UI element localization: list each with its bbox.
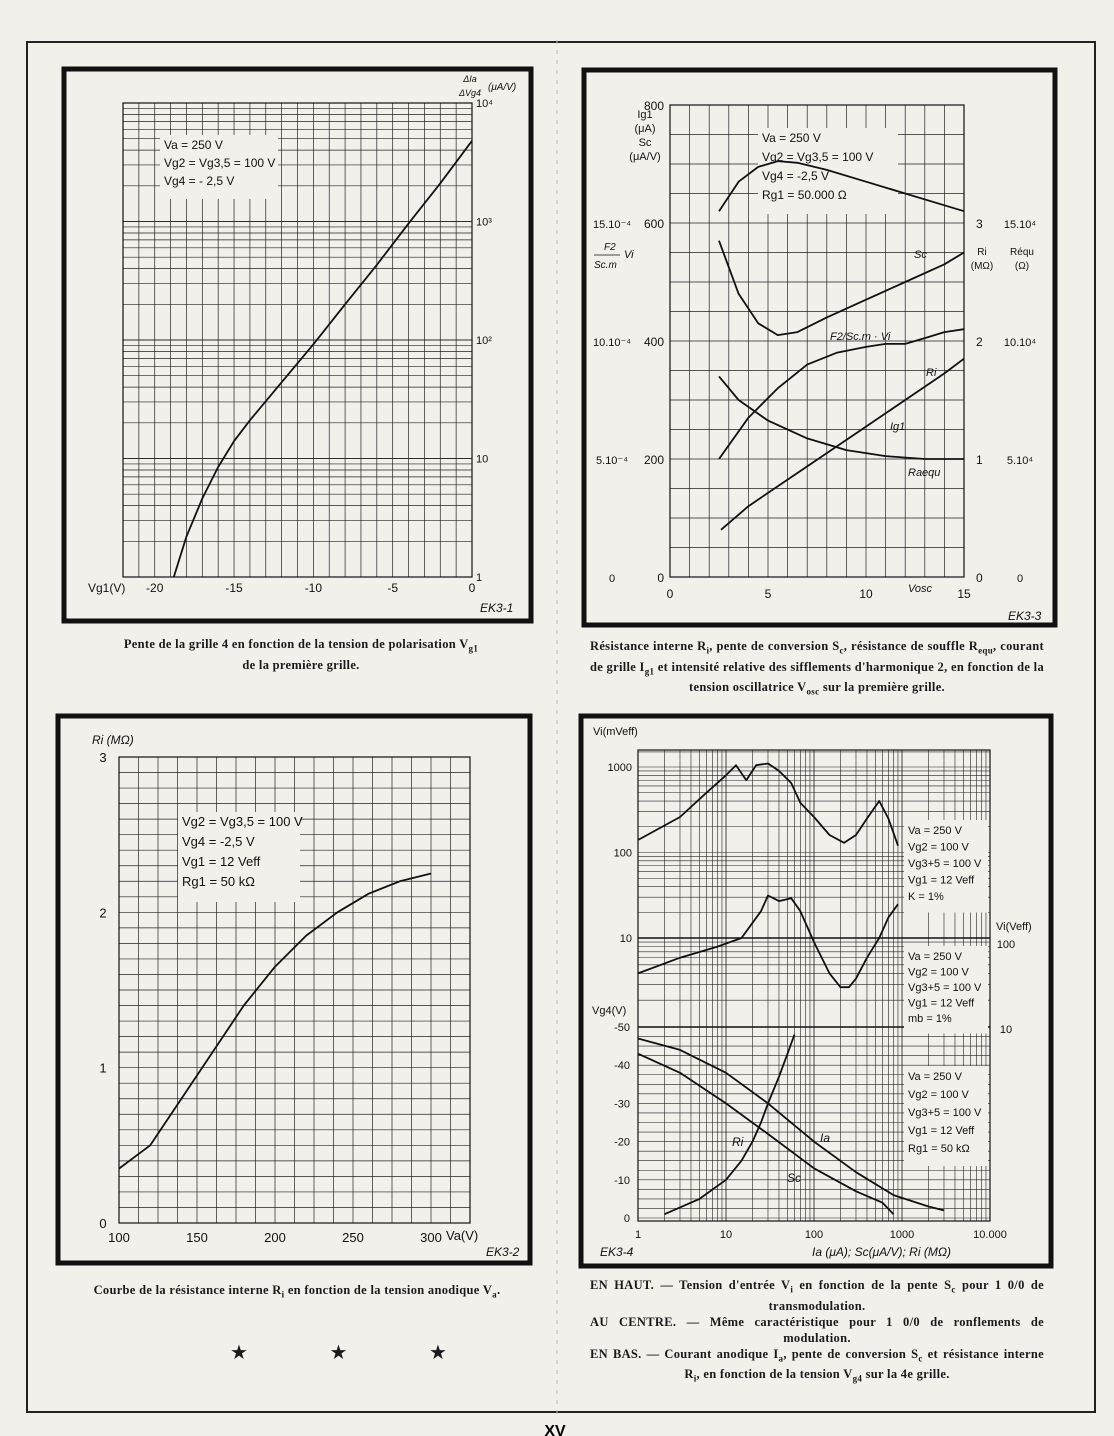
page-number: XV <box>544 1423 566 1436</box>
series-label-ek3-4: Ia <box>820 1131 831 1145</box>
y-tick-top-ek3-4: 10 <box>619 933 632 945</box>
stars-ornament: ★ ★ ★ <box>230 1342 485 1364</box>
y-tick-bot-ek3-4: 0 <box>623 1213 630 1225</box>
legend-top-ek3-4-line: Va = 250 V <box>908 825 962 837</box>
legend-top-ek3-4-line: K = 1% <box>908 891 944 903</box>
y-tick-top-ek3-4: 100 <box>613 847 632 860</box>
y-tick-ek3-3: 800 <box>643 99 664 113</box>
right-label-ek3-3: Ri <box>977 247 987 258</box>
series-label-ek3-3: Raequ <box>908 467 941 479</box>
series-label-ek3-4: Sc <box>787 1171 802 1185</box>
legend-ek3-2-line: Vg1 = 12 Veff <box>182 854 261 869</box>
x-label-ek3-3: Vosc <box>908 583 933 595</box>
y-tick-bot-ek3-4: -20 <box>614 1136 630 1149</box>
x-tick-ek3-4: 100 <box>804 1229 824 1241</box>
caption-ek3-2: Courbe de la résistance interne $R_i$ en fonction de la tension anodique $V_a$. <box>93 1283 501 1300</box>
y-tick-right2-ek3-3: 0 <box>1016 573 1024 585</box>
legend-ek3-3-line: Vg4 = -2,5 V <box>762 169 830 183</box>
legend-ek3-3-line: Va = 250 V <box>762 131 821 145</box>
y-tick-ek3-3: 0 <box>657 571 664 585</box>
y-tick-ek3-1: 1 <box>476 572 483 584</box>
x-label-ek3-1: Vg1(V) <box>88 581 126 595</box>
y-tick-right-ek3-3: 0 <box>976 571 983 585</box>
y-label-top-ek3-1: ΔIa <box>463 74 477 84</box>
curve-ek3-3-ig1 <box>721 359 964 530</box>
x-tick-ek3-2: 150 <box>186 1230 208 1245</box>
y-tick-right2-ek3-3: 5.10⁴ <box>1006 455 1034 467</box>
y-tick-right-ek3-3: 3 <box>976 217 983 231</box>
curve-ek3-3-raequ <box>719 376 964 459</box>
y-tick-ek3-3: 400 <box>643 335 664 349</box>
legend-ek3-1-line: Va = 250 V <box>164 138 223 152</box>
tag-ek3-1: EK3-1 <box>480 601 514 615</box>
legend-mid-ek3-4-line: Vg2 = 100 V <box>908 966 969 979</box>
y-label-bot-ek3-4: Vg4(V) <box>592 1005 627 1017</box>
legend-bot-ek3-4-line: Rg1 = 50 kΩ <box>908 1143 970 1155</box>
y-label-mid-ek3-4: Vi(Veff) <box>996 921 1032 933</box>
legend-bot-ek3-4-line: Vg2 = 100 V <box>908 1089 969 1101</box>
x-tick-ek3-1: -10 <box>304 581 323 595</box>
curve-ek3-3-f2scmvi <box>719 241 964 335</box>
y-tick-ek3-3: 200 <box>643 453 664 467</box>
tag-ek3-2: EK3-2 <box>486 1245 520 1259</box>
y-tick-ek3-1: 10 <box>476 453 489 466</box>
y-tick-left2-ek3-3: 10.10⁻⁴ <box>592 337 632 349</box>
y-label-unit-ek3-1: (μA/V) <box>488 82 517 93</box>
x-tick-ek3-2: 200 <box>264 1230 286 1245</box>
y-tick-mid-ek3-4: 100 <box>996 939 1016 951</box>
left2-label-top-ek3-3: F2 <box>604 242 616 253</box>
x-tick-ek3-1: -5 <box>387 581 399 595</box>
right2-label-ek3-3: (Ω) <box>1014 261 1030 272</box>
y-tick-ek3-2: 3 <box>99 750 107 765</box>
y-label-ek3-3: Sc <box>638 137 652 149</box>
y-label-ek3-3: Ig1 <box>637 109 653 121</box>
y-tick-ek3-1: 10³ <box>476 216 492 229</box>
y-tick-right-ek3-3: 2 <box>976 335 983 349</box>
tag-ek3-3: EK3-3 <box>1008 609 1042 623</box>
x-tick-ek3-1: -15 <box>225 581 243 595</box>
legend-mid-ek3-4-line: mb = 1% <box>908 1013 952 1025</box>
y-label-ek3-3: (μA/V) <box>629 151 661 163</box>
frame-ek3-2 <box>58 716 530 1263</box>
y-label-top-ek3-4: Vi(mVeff) <box>593 726 638 738</box>
x-tick-ek3-3: 0 <box>666 587 674 601</box>
y-tick-right2-ek3-3: 10.10⁴ <box>1003 337 1037 349</box>
legend-mid-ek3-4-line: Vg3+5 = 100 V <box>908 982 982 994</box>
y-tick-bot-ek3-4: -10 <box>614 1174 630 1187</box>
series-label-ek3-3: F2/Sc.m · Vi <box>830 331 891 343</box>
legend-bot-ek3-4-line: Vg3+5 = 100 V <box>908 1107 982 1119</box>
caption-ek3-3: Résistance interne $R_i$, pente de conversion $S_c$, résistance de souffle $R_{equ}$, courant de grille $I_{g1}$ et intensité relative des sifflements d'harmonique 2, en fonction de la tension oscillatrice $V_{osc}$ sur la première grille. <box>590 639 1044 697</box>
legend-top-ek3-4-line: Vg2 = 100 V <box>908 841 969 854</box>
series-label-ek3-4: Ri <box>732 1135 744 1149</box>
y-tick-ek3-1: 10⁴ <box>476 98 493 110</box>
curve-ek3-4-sc <box>638 1054 894 1215</box>
x-label-ek3-4: Ia (μA); Sc(μA/V); Ri (MΩ) <box>812 1245 951 1259</box>
legend-ek3-3-line: Rg1 = 50.000 Ω <box>762 188 847 202</box>
legend-ek3-2-line: Vg4 = -2,5 V <box>182 834 255 849</box>
x-tick-ek3-4: 1 <box>634 1229 642 1241</box>
y-label-ek3-3: (μA) <box>634 123 656 135</box>
legend-mid-ek3-4-line: Va = 250 V <box>908 951 962 963</box>
curve-ek3-3-ri <box>719 329 964 459</box>
tag-ek3-4: EK3-4 <box>600 1245 634 1259</box>
y-tick-ek3-2: 1 <box>99 1060 107 1076</box>
y-tick-right2-ek3-3: 15.10⁴ <box>1003 219 1037 231</box>
legend-top-ek3-4-line: Vg3+5 = 100 V <box>908 858 982 870</box>
x-tick-ek3-2: 100 <box>108 1230 130 1245</box>
x-tick-ek3-3: 5 <box>764 587 772 601</box>
y-tick-ek3-2: 0 <box>99 1216 107 1231</box>
x-tick-ek3-3: 10 <box>859 587 873 601</box>
x-tick-ek3-4: 10 <box>719 1229 733 1241</box>
x-tick-ek3-2: 250 <box>342 1230 364 1245</box>
series-label-ek3-3: Sc <box>914 249 927 261</box>
y-tick-ek3-2: 2 <box>99 905 107 921</box>
x-tick-ek3-4: 1000 <box>889 1229 915 1241</box>
right-label-ek3-3: (MΩ) <box>970 261 994 272</box>
legend-ek3-1-line: Vg4 = - 2,5 V <box>164 174 235 188</box>
y-tick-ek3-3: 600 <box>643 217 664 231</box>
x-tick-ek3-4: 10.000 <box>973 1229 1007 1241</box>
y-tick-left2-ek3-3: 5.10⁻⁴ <box>596 455 628 467</box>
legend-ek3-2-line: Rg1 = 50 kΩ <box>182 874 255 889</box>
y-tick-mid-ek3-4: 10 <box>999 1024 1013 1036</box>
y-tick-bot-ek3-4: -50 <box>614 1022 630 1034</box>
y-tick-bot-ek3-4: -40 <box>614 1060 630 1073</box>
series-label-ek3-3: Ig1 <box>890 421 906 433</box>
x-tick-ek3-1: -20 <box>146 581 164 595</box>
y-label-bot-ek3-1: ΔVg4 <box>458 88 482 98</box>
left2-label-v-ek3-3: Vi <box>624 249 634 261</box>
y-tick-bot-ek3-4: -30 <box>614 1098 630 1111</box>
y-tick-left2-ek3-3: 15.10⁻⁴ <box>592 219 632 231</box>
y-tick-left2-ek3-3: 0 <box>608 573 616 585</box>
legend-top-ek3-4-line: Vg1 = 12 Veff <box>908 874 975 887</box>
legend-ek3-1-line: Vg2 = Vg3,5 = 100 V <box>164 156 276 170</box>
x-tick-ek3-1: 0 <box>468 581 476 595</box>
curve-ek3-4-ri <box>665 1035 795 1215</box>
legend-ek3-2-line: Vg2 = Vg3,5 = 100 V <box>182 814 303 829</box>
caption-ek3-4: EN HAUT. — Tension d'entrée $V_i$ en fonction de la pente $S_c$ pour 1 0/0 de transmodulation. AU CENTRE. — Même caractéristique pour 1 0/0 de ronflements de modulation. EN BAS. — Courant anodique $I_a$, pente de conversion $S_c$ et résistance interne $R_i$, en fonction de la tension $V_{g4}$ sur la 4e grille. <box>590 1278 1044 1384</box>
right2-label-ek3-3: Réqu <box>1010 247 1034 258</box>
legend-bot-ek3-4-line: Va = 250 V <box>908 1071 962 1083</box>
x-tick-ek3-2: 300 <box>420 1230 442 1245</box>
legend-mid-ek3-4-line: Vg1 = 12 Veff <box>908 997 975 1010</box>
y-tick-top-ek3-4: 1000 <box>607 762 632 774</box>
y-label-ek3-2: Ri (MΩ) <box>92 733 134 747</box>
legend-bot-ek3-4-line: Vg1 = 12 Veff <box>908 1125 975 1137</box>
x-label-ek3-2: Va(V) <box>446 1228 479 1243</box>
y-tick-ek3-1: 10² <box>476 335 492 347</box>
x-tick-ek3-3: 15 <box>957 587 971 601</box>
caption-ek3-1: Pente de la grille 4 en fonction de la tension de polarisation $V_{g1}$ de la première grille. <box>123 637 479 672</box>
left2-label-bot-ek3-3: Sc.m <box>594 260 617 271</box>
series-label-ek3-3: Ri <box>926 367 937 379</box>
legend-ek3-3-line: Vg2 = Vg3,5 = 100 V <box>762 150 874 164</box>
y-tick-right-ek3-3: 1 <box>976 453 983 467</box>
